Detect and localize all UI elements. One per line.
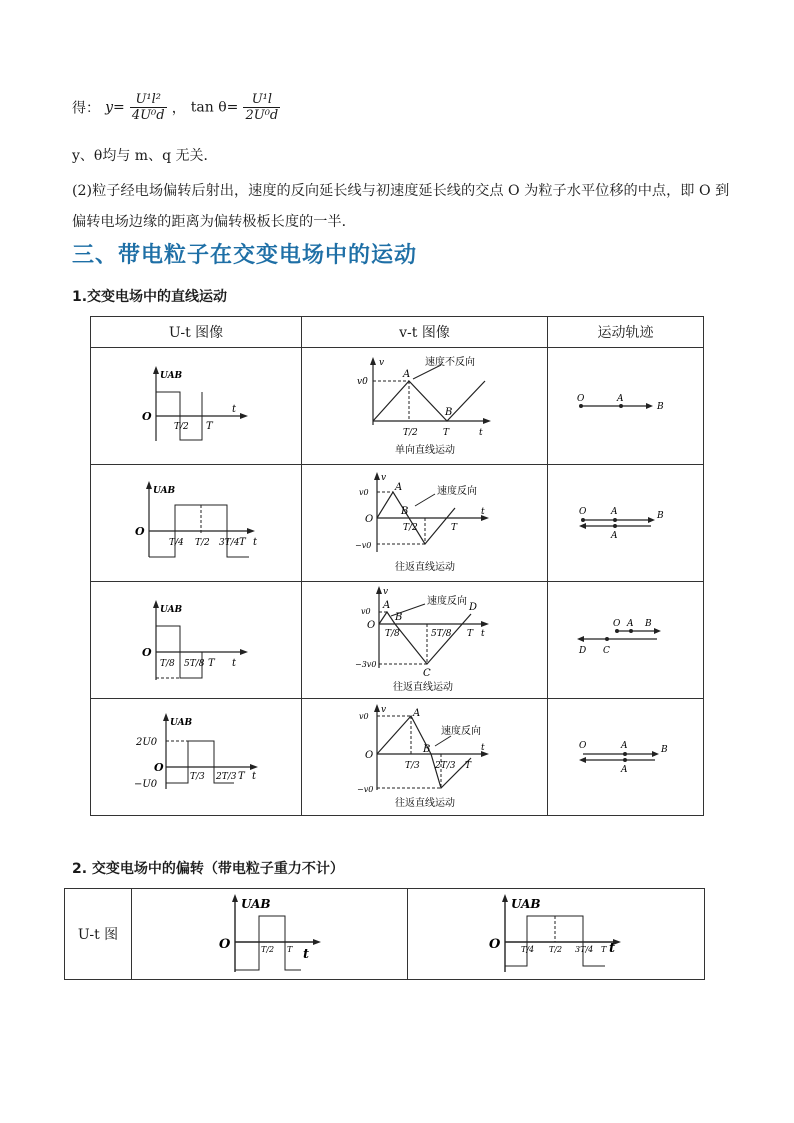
vt-graph-1 [355,351,495,461]
ut-tick: T [239,537,246,548]
trajectory-cell [548,348,704,465]
ut-tick: T/2 [549,945,563,954]
vt-note: 速度反向 [426,596,467,607]
formula-de: 得： [72,100,100,117]
vt-point-b: B [394,612,402,623]
traj-o: O [612,619,620,629]
formula-y-lhs: y= [105,99,125,116]
traj-o: O [576,394,584,404]
vt-v0-label: v0 [360,607,371,616]
ut-ylabel: UAB [153,486,176,496]
ut-origin: O [142,410,152,423]
table-row [65,889,705,980]
deflection-graph-2 [481,890,631,978]
vt-v-label: v [382,587,388,597]
ut-t-label: t [252,771,257,782]
vt-note: 速度反向 [436,486,477,497]
ut-tick: 3T/4 [219,538,240,548]
ut-origin: O [154,761,164,774]
vt-caption: 往返直线运动 [394,562,455,573]
vt-graph-3 [355,584,495,696]
ut-tick: 3T/4 [575,945,594,954]
vt-point-a: A [382,600,390,611]
ut-origin: O [142,646,152,659]
ut-tick: T/8 [160,659,175,669]
ut-tick: T/4 [169,538,184,548]
vt-cell [302,348,548,465]
vt-origin: O [364,514,373,525]
traj-a: A [620,741,627,751]
ut-graph-2 [131,473,261,573]
traj-a-return: A [610,531,617,541]
vt-graph-4 [355,702,495,812]
vt-tick: T/8 [384,629,400,639]
table-row [91,348,704,465]
ut-tick: T/2 [174,422,189,432]
traj-o: O [578,741,586,751]
ut-tick: T [208,658,215,669]
ut-ylabel: UAB [240,897,271,911]
ut-cell [91,582,302,699]
table-row [91,699,704,816]
ut-origin: O [135,525,145,538]
row-label: U-t 图 [65,889,132,980]
traj-o: O [578,507,586,517]
trajectory-cell [548,465,704,582]
ut-tick: 5T/8 [184,659,205,669]
ut-origin: O [489,937,501,952]
formula-sep: ， [171,100,186,117]
vt-cell [302,582,548,699]
vt-cell [302,699,548,816]
formula-tan-fraction [243,92,280,123]
traj-a: A [626,619,633,629]
ut-t-label: t [609,941,616,956]
vt-tick: T/3 [404,761,420,771]
ut-ylabel: UAB [160,605,183,615]
vt-v-label: v [378,358,384,368]
ut-cell [91,348,302,465]
header-vt: v-t 图像 [302,317,548,348]
vt-negv0-label: −3v0 [354,660,376,669]
vt-tick: T/2 [402,428,418,438]
vt-caption: 往返直线运动 [392,682,453,693]
ut-tick: T [601,945,607,954]
vt-tick: 5T/8 [430,629,451,639]
vt-v-label: v [380,705,386,715]
formula-tan-denominator: 2U⁰d [245,108,279,123]
ut-tick: 2T/3 [216,772,237,782]
ut-cell [91,465,302,582]
vt-caption: 单向直线运动 [394,445,455,456]
vt-point-a: A [412,708,420,719]
vt-graph-2 [355,468,495,578]
subheading-deflection: 2. 交变电场中的偏转（带电粒子重力不计） [72,861,344,877]
ut-tick: T/4 [521,945,535,954]
formula-tan-lhs: tan θ= [190,99,239,116]
header-ut: U-t 图像 [91,317,302,348]
header-trajectory: 运动轨迹 [548,317,704,348]
vt-cell [302,465,548,582]
vt-point-b: B [444,407,452,418]
trajectory-cell [548,699,704,816]
ut-tick: T [206,421,213,432]
vt-note: 速度不反向 [424,357,475,368]
vt-point-b: B [400,506,408,517]
vt-t-label: t [480,743,485,753]
ut-t-label: t [232,658,237,669]
ut-tick: T/2 [260,945,274,954]
ut-top-level: 2U0 [136,737,158,748]
trajectory-4 [571,732,681,782]
ut-ylabel: UAB [511,897,541,911]
vt-tick: T/2 [402,523,418,533]
vt-point-d: D [468,602,477,613]
vt-point-a: A [402,369,410,380]
section-heading: 三、带电粒子在交变电场中的运动 [72,243,418,268]
vt-point-b: B [422,744,430,755]
ut-t-label: t [253,537,258,548]
vt-note: 速度反向 [440,726,481,737]
formula-y-numerator: U¹l² [130,92,167,108]
vt-v-label: v [380,473,386,483]
ut-origin: O [218,937,230,952]
formula-y-fraction [130,92,167,123]
vt-origin: O [366,620,375,631]
traj-b: B [656,511,664,521]
formula-y-denominator: 4U⁰d [131,108,165,123]
traj-c: C [602,646,610,656]
trajectory-1 [571,386,681,426]
ut-ylabel: UAB [170,718,193,728]
vt-tick: T [466,629,473,639]
ut-t-label: t [302,947,309,962]
vt-t-label: t [480,629,485,639]
ut-t-label: t [232,404,237,415]
trajectory-3 [571,615,681,665]
subheading-linear-motion: 1.交变电场中的直线运动 [72,289,228,305]
ut-tick: T/2 [195,538,210,548]
ut-graph-3 [136,590,256,690]
deflection-graph-1 [205,890,335,978]
traj-a: A [616,394,623,404]
vt-v0-label: v0 [358,712,369,721]
table-header-row [91,317,704,348]
linear-motion-table [90,316,704,816]
table-row [91,582,704,699]
vt-negv0-label: −v0 [356,785,373,794]
vt-point-c: C [422,668,431,679]
vt-origin: O [364,750,373,761]
ut-tick: T [286,945,292,954]
ut-tick: T/3 [190,772,205,782]
ut-cell [91,699,302,816]
traj-a-return: A [620,765,627,775]
deflection-graph-cell [408,889,705,980]
formula-tan-numerator: U¹l [243,92,280,108]
vt-negv0-label: −v0 [354,541,371,550]
ut-graph-1 [136,356,256,456]
vt-v0-label: v0 [356,377,368,387]
vt-t-label: t [478,428,483,438]
vt-tick: T [442,428,449,438]
vt-tick: 2T/3 [434,761,455,771]
ut-ylabel: UAB [160,371,183,381]
vt-caption: 往返直线运动 [394,798,455,809]
vt-t-label: t [480,507,485,517]
traj-d: D [578,646,586,656]
trajectory-2 [571,498,681,548]
ut-graph-4 [126,707,266,807]
ut-bottom-level: −U0 [134,779,158,790]
trajectory-cell [548,582,704,699]
paragraph-deflection-point: (2)粒子经电场偏转后射出，速度的反向延长线与初速度延长线的交点 O 为粒子水平位移的中点，即 O 到偏转电场边缘的距离为偏转极板长度的一半． [72,183,730,230]
table-row [91,465,704,582]
vt-tick: T [450,523,457,533]
traj-b: B [656,402,664,412]
formula-line [72,92,772,140]
traj-b: B [660,745,668,755]
vt-v0-label: v0 [358,488,369,497]
paragraph-independence: y、θ均与 m、q 无关． [72,148,218,164]
vt-point-a: A [394,482,402,493]
traj-b: B [644,619,652,629]
ut-tick: T [238,771,245,782]
deflection-graph-cell [132,889,408,980]
deflection-table [64,888,705,980]
vt-tick: T [464,761,471,771]
traj-a: A [610,507,617,517]
